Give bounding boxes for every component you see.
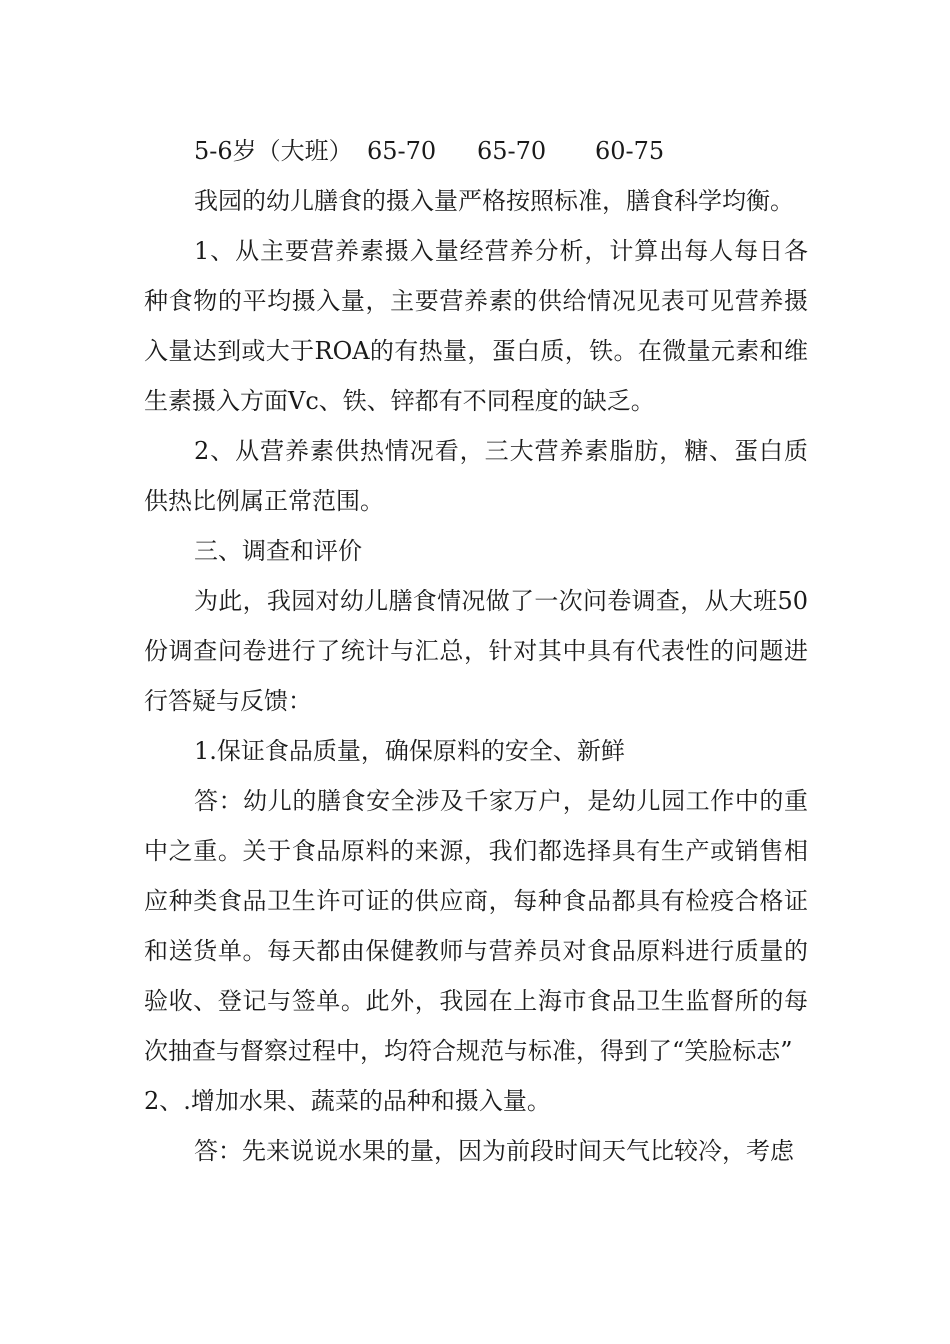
section-heading-survey: 三、调查和评价 xyxy=(194,537,362,565)
paragraph-nutrient-intake: 1、从主要营养素摄入量经营养分析，计算出每人每日各种食物的平均摄入量，主要营养素的供给情况见表可见营养摄入量达到或大于ROA的有热量，蛋白质，铁。在微量元素和维生素摄入方面Vc、铁、锌都有不同程度的缺乏。 xyxy=(144,237,808,415)
question-food-quality: 1.保证食品质量，确保原料的安全、新鲜 xyxy=(194,737,625,765)
age-group-label: 5-6岁（大班） xyxy=(194,137,353,165)
answer-fruit-vegetable: 答：先来说说水果的量，因为前段时间天气比较冷，考虑 xyxy=(194,1137,794,1165)
table-value-2: 65-70 xyxy=(477,137,547,165)
table-row xyxy=(144,126,808,176)
paragraph-diet-standard: 我园的幼儿膳食的摄入量严格按照标准，膳食科学均衡。 xyxy=(194,187,794,215)
paragraph-survey-intro: 为此，我园对幼儿膳食情况做了一次问卷调查，从大班50份调查问卷进行了统计与汇总，针对其中具有代表性的问题进行答疑与反馈： xyxy=(144,587,808,715)
question-fruit-vegetable: 2、.增加水果、蔬菜的品种和摄入量。 xyxy=(144,1087,551,1115)
document-body xyxy=(144,126,808,1176)
table-value-3: 60-75 xyxy=(595,137,665,165)
table-value-1: 65-70 xyxy=(367,137,437,165)
paragraph-heat-supply: 2、从营养素供热情况看，三大营养素脂肪，糖、蛋白质供热比例属正常范围。 xyxy=(144,437,808,515)
answer-food-quality: 答：幼儿的膳食安全涉及千家万户，是幼儿园工作中的重中之重。关于食品原料的来源，我们都选择具有生产或销售相应种类食品卫生许可证的供应商，每种食品都具有检疫合格证和送货单。每天都由保健教师与营养员对食品原料进行质量的验收、登记与签单。此外，我园在上海市食品卫生监督所的每次抽查与督察过程中，均符合规范与标准，得到了“笑脸标志” xyxy=(144,787,808,1065)
